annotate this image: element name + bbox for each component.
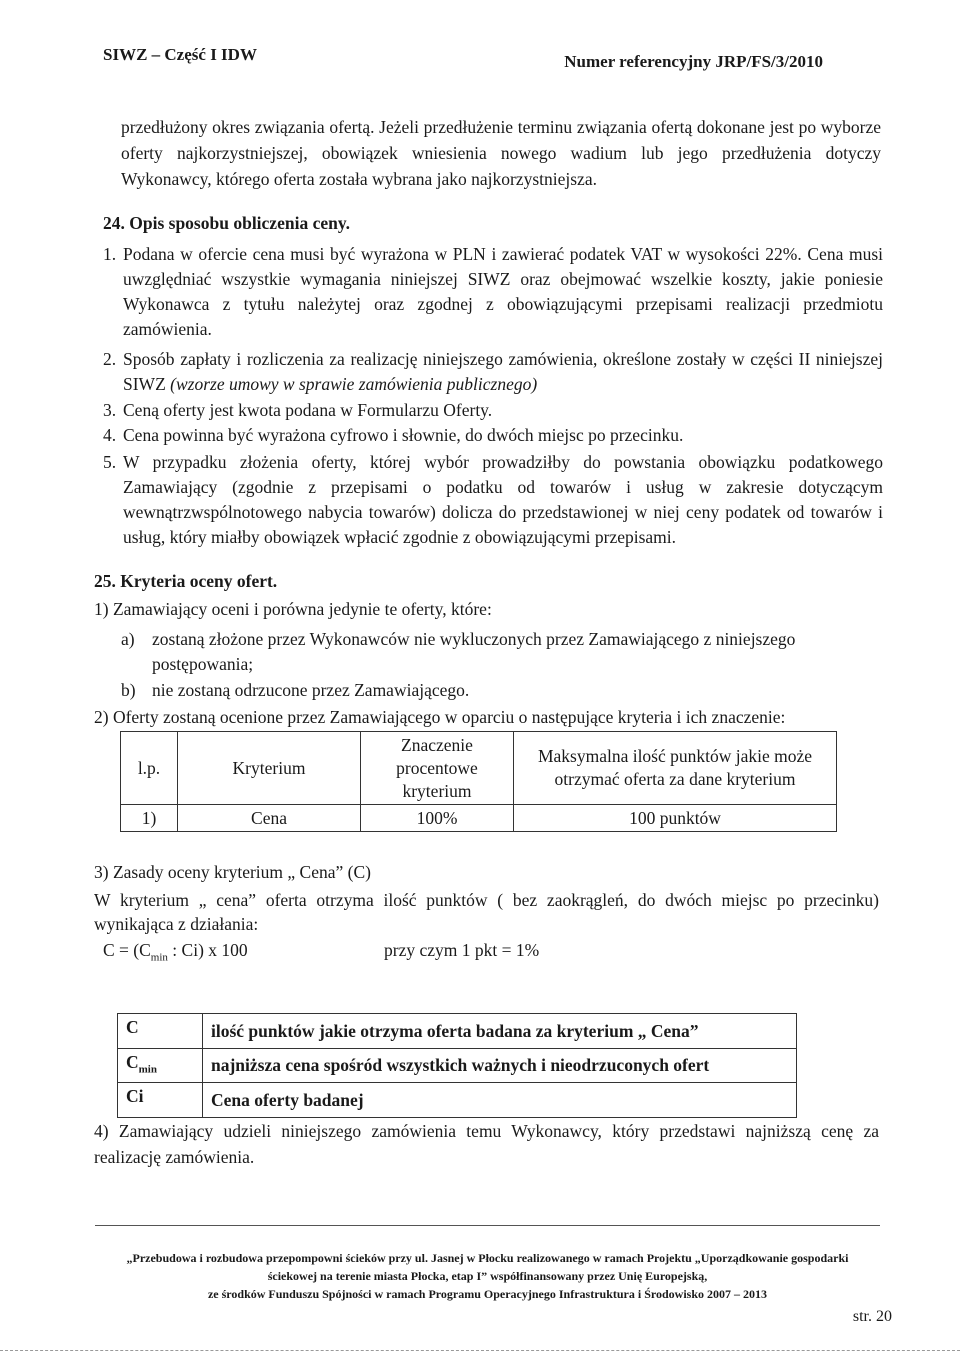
formula-subscript: min: [150, 951, 168, 964]
table-header-row: [121, 732, 837, 805]
symbol-text: C: [126, 1017, 139, 1037]
item-text: W przypadku złożenia oferty, której wybór prowadziłby do powstania obowiązku podatkowego Zamawiający (zgodnie z przepisami o podatku od towarów i usług w zakresie dotyczącym wewnątrzwspólnotowego nabycia towarów) dolicza do przedstawionej w niej ceny podatek od towarów i usług, który miałby obowiązek wpłacić zgodnie z obowiązującymi przepisami.: [123, 452, 883, 547]
formula-note: przy czym 1 pkt = 1%: [384, 940, 540, 960]
item-number: 4.: [103, 425, 117, 445]
footer-line-2: ściekowej na terenie miasta Płocka, etap I” współfinansowany przez Unię Europejską,: [267, 1269, 708, 1283]
formula: [103, 940, 248, 964]
table-header-cell: Maksymalna ilość punktów jakie może otrzymać oferta za dane kryterium: [514, 732, 837, 805]
table-cell: 100 punktów: [514, 805, 837, 832]
footer-divider: [95, 1225, 880, 1226]
intro-paragraph: przedłużony okres związania ofertą. Jeżeli przedłużenie terminu związania ofertą dokonane jest po wyborze oferty najkorzystniejszej, obowiązek wniesienia nowego wadium lub jego przedłużenia dotyczy Wykonawcy, którego oferta została wybrana jako najkorzystniejsza.: [121, 117, 881, 189]
item-text-italic: (wzorze umowy w sprawie zamówienia publicznego): [170, 374, 538, 394]
award-paragraph: 4) Zamawiający udzieli niniejszego zamówienia temu Wykonawcy, który przedstawi najniższą cenę za realizację zamówienia.: [94, 1121, 879, 1167]
symbol-subscript: min: [138, 1063, 157, 1075]
criteria-a-text: zostaną złożone przez Wykonawców nie wykluczonych przez Zamawiającego z niniejszego postępowania;: [152, 629, 796, 674]
item-text-main: Sposób zapłaty i rozliczenia za realizację niniejszego zamówienia, określone zostały w części II niniejszej SIWZ: [123, 349, 883, 394]
criteria-intro-2: 2) Oferty zostaną ocenione przez Zamawiającego w oparciu o następujące kryteria i ich znaczenie:: [94, 707, 786, 727]
criteria-table: [120, 731, 837, 832]
table-row: [118, 1083, 797, 1118]
symbol-text: Ci: [126, 1086, 144, 1106]
formula-part: C = (C: [103, 940, 151, 960]
header-left: SIWZ – Część I IDW: [103, 45, 257, 64]
formula-part: : Ci) x 100: [167, 940, 248, 960]
item-number: 5.: [103, 452, 117, 472]
item-number: 1.: [103, 244, 117, 264]
item-number: 2.: [103, 349, 117, 369]
table-cell: 1): [121, 805, 178, 832]
page-number: str. 20: [852, 1308, 892, 1325]
criteria-b-text: nie zostaną odrzucone przez Zamawiającego.: [152, 680, 470, 700]
legend-symbol: [118, 1014, 203, 1049]
criteria-a-label: a): [121, 629, 135, 649]
legend-symbol: [118, 1083, 203, 1118]
legend-description: najniższa cena spośród wszystkich ważnych i nieodrzuconych ofert: [203, 1048, 797, 1083]
criteria-b-label: b): [121, 680, 136, 700]
table-header-cell: l.p.: [121, 732, 178, 805]
item-text: Podana w ofercie cena musi być wyrażona w PLN i zawierać podatek VAT w wysokości 22%. Cena musi uwzględniać wszystkie wymagania niniejszej SIWZ oraz obejmować wszelkie koszty, jakie poniesie Wykonawca z tytułu należytej oraz zgodnej z obowiązującymi przepisami realizacji przedmiotu zamówienia.: [123, 244, 883, 339]
table-row: [121, 805, 837, 832]
criteria-intro: 1) Zamawiający oceni i porówna jedynie te oferty, które:: [94, 599, 492, 619]
header-reference: Numer referencyjny JRP/FS/3/2010: [564, 52, 823, 71]
item-text: Cena powinna być wyrażona cyfrowo i słownie, do dwóch miejsc po przecinku.: [123, 425, 684, 445]
section-24-heading: 24. Opis sposobu obliczenia ceny.: [103, 213, 350, 233]
scan-edge-divider: [0, 1350, 960, 1351]
symbol-text: C: [126, 1051, 139, 1072]
item-number: 3.: [103, 400, 117, 420]
table-row: [118, 1048, 797, 1083]
price-rule-text: W kryterium „ cena” oferta otrzyma ilość punktów ( bez zaokrągleń, do dwóch miejsc po przecinku) wynikająca z działania:: [94, 890, 879, 934]
footer-line-1: „Przebudowa i rozbudowa przepompowni ścieków przy ul. Jasnej w Płocku realizowanego w ramach Projektu „Uporządkowanie gospodarki: [126, 1251, 849, 1265]
footer: [95, 1249, 880, 1303]
section-25-heading: 25. Kryteria oceny ofert.: [94, 571, 278, 591]
formula-legend-table: [117, 1013, 797, 1118]
price-rule-heading: 3) Zasady oceny kryterium „ Cena” (C): [94, 862, 371, 882]
item-text: Ceną oferty jest kwota podana w Formularzu Oferty.: [123, 400, 493, 420]
table-header-cell: Kryterium: [178, 732, 361, 805]
table-cell: Cena: [178, 805, 361, 832]
legend-description: ilość punktów jakie otrzyma oferta badana za kryterium „ Cena”: [203, 1014, 797, 1049]
table-row: [118, 1014, 797, 1049]
legend-description: Cena oferty badanej: [203, 1083, 797, 1118]
item-text: [123, 347, 883, 397]
footer-line-3: ze środków Funduszu Spójności w ramach Programu Operacyjnego Infrastruktura i Środowisko 2007 – 2013: [207, 1287, 768, 1301]
legend-symbol: [118, 1048, 203, 1083]
table-header-cell: Znaczenie procentowe kryterium: [361, 732, 514, 805]
table-cell: 100%: [361, 805, 514, 832]
